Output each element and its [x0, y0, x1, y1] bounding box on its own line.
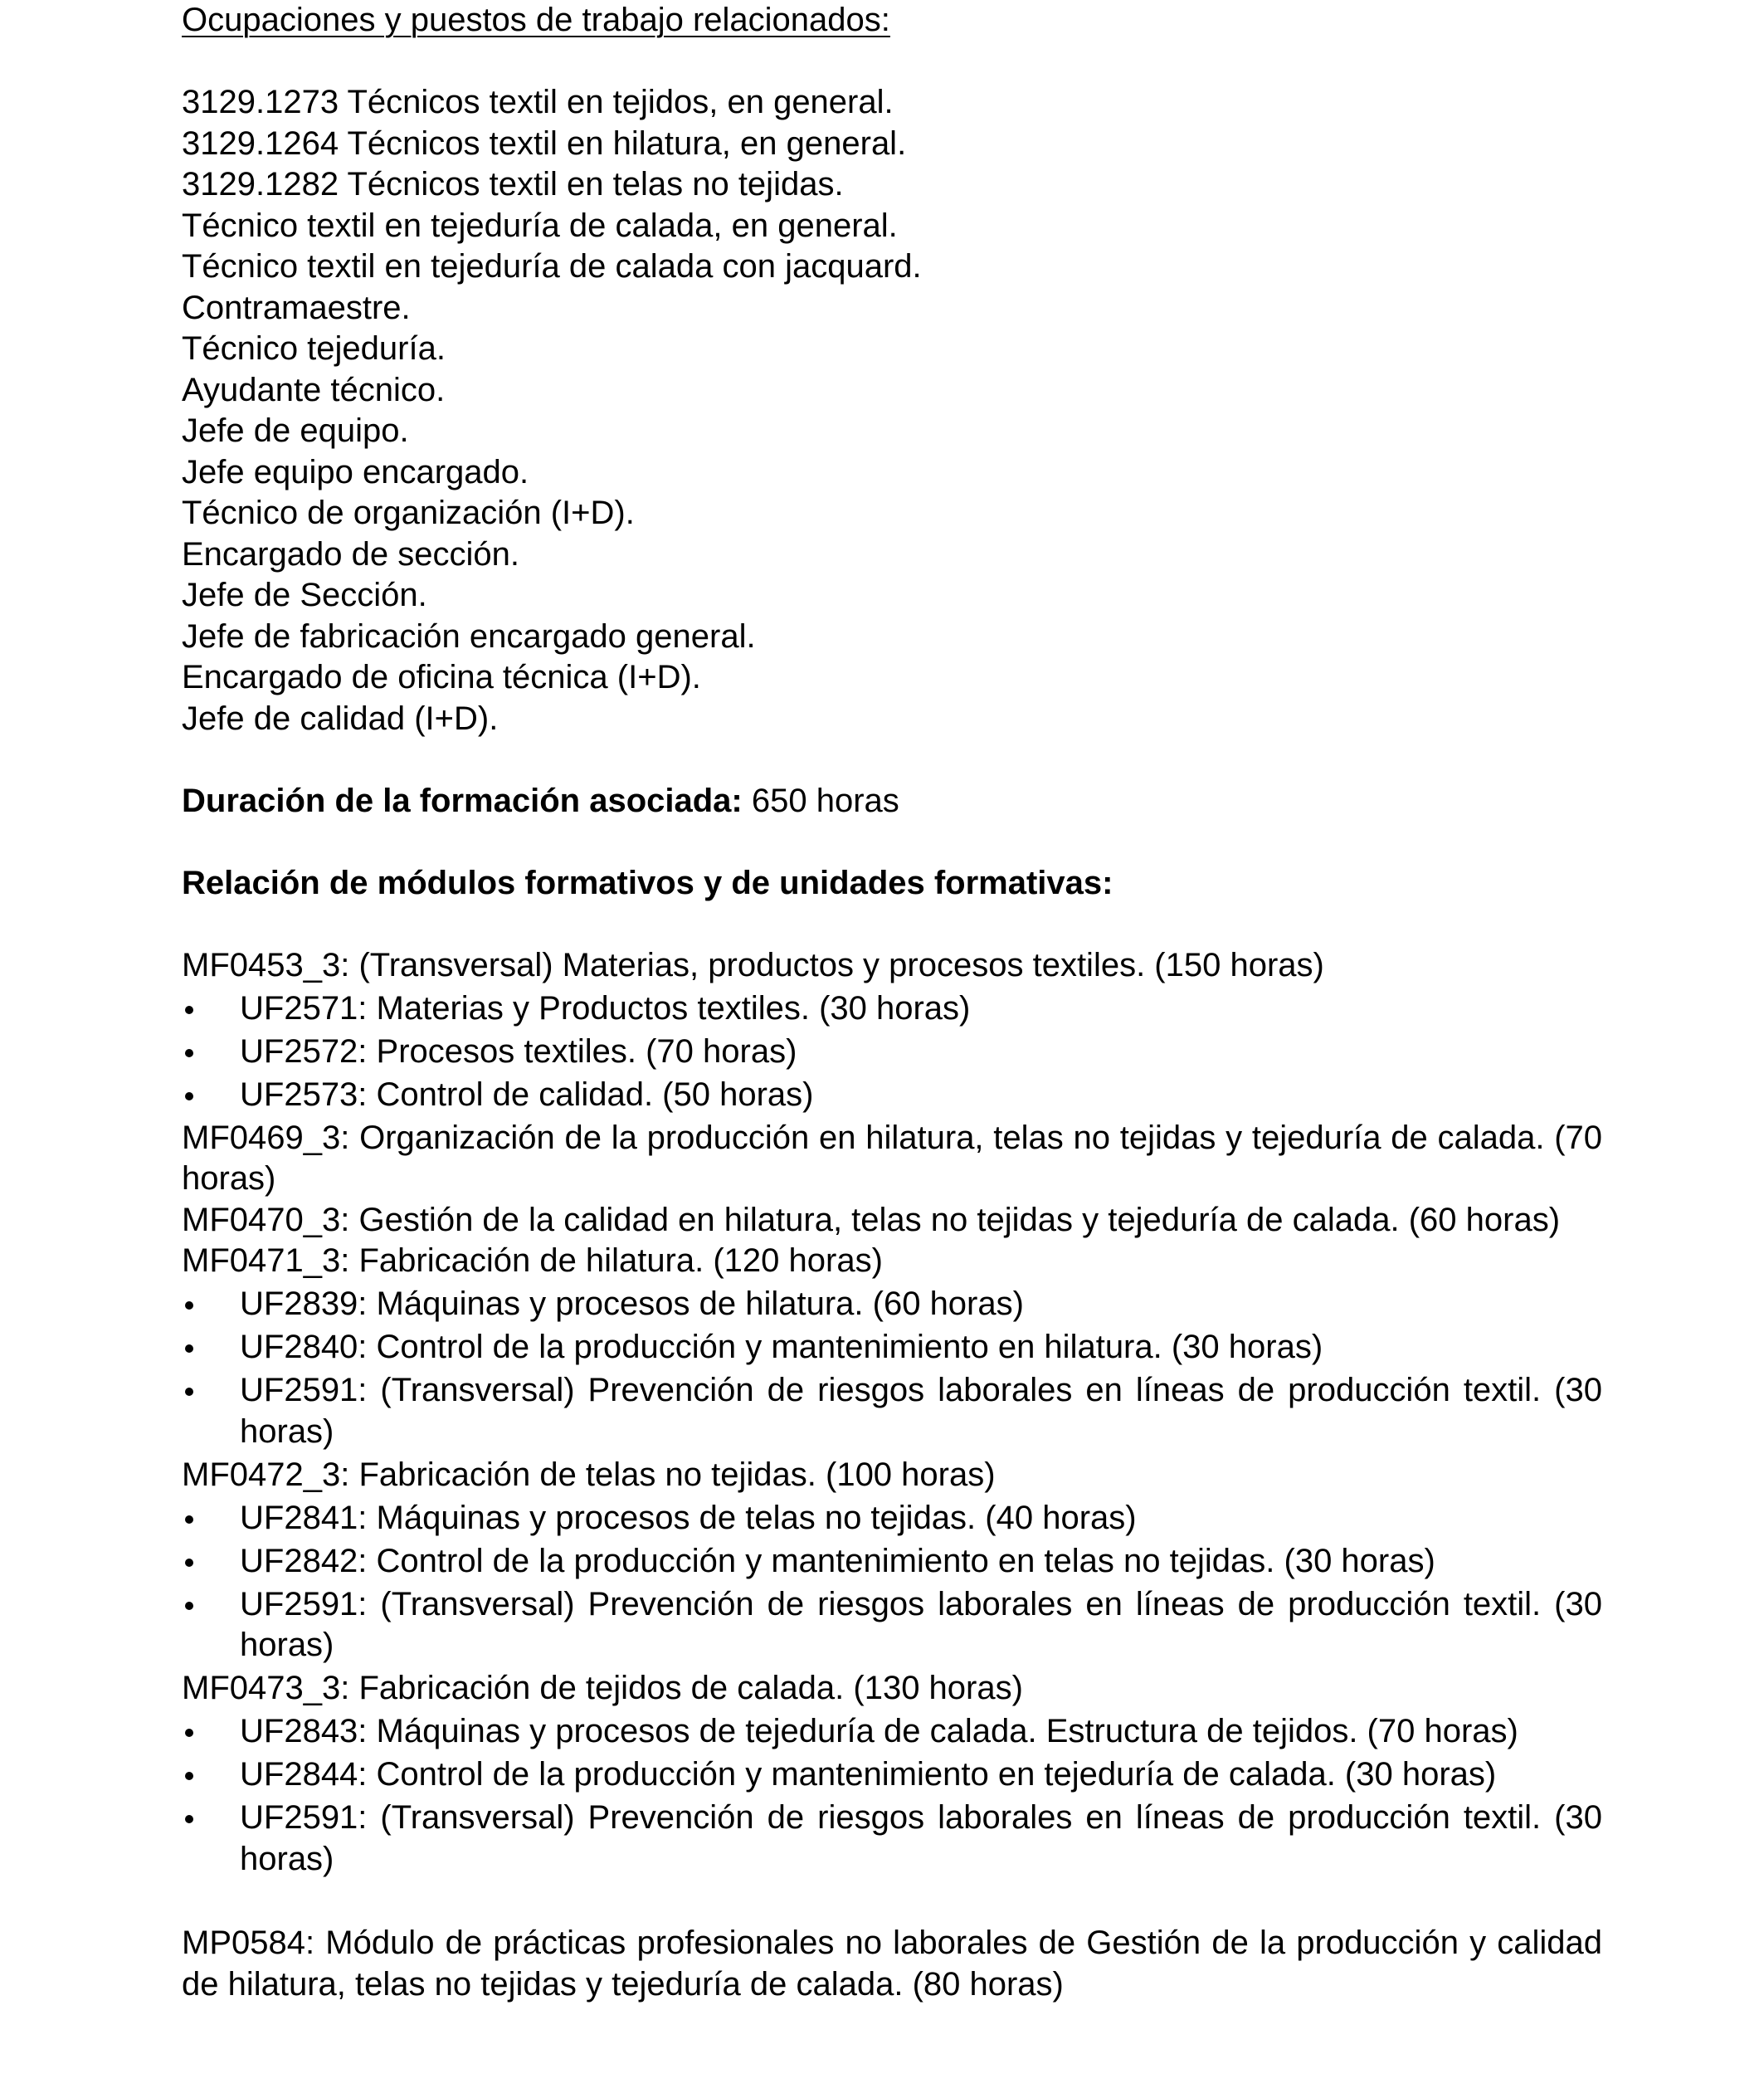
- unit-text: UF2571: Materias y Productos textiles. (30 horas): [240, 989, 971, 1027]
- unit-text: UF2839: Máquinas y procesos de hilatura. (60 horas): [240, 1286, 1024, 1322]
- unit-text: UF2591: (Transversal) Prevención de riesgos laborales en líneas de producción textil. (30 horas): [240, 1799, 1602, 1877]
- bullet-icon: [185, 1559, 193, 1567]
- unit-item: [182, 1798, 1602, 1880]
- bullet-icon: [185, 1515, 193, 1524]
- unit-item: [182, 1584, 1602, 1666]
- occupation-item: Jefe de Sección.: [182, 577, 427, 613]
- modules-heading: Relación de módulos formativos y de unidades formativas:: [182, 864, 1113, 901]
- unit-item: [182, 1498, 1602, 1539]
- unit-text: UF2591: (Transversal) Prevención de riesgos laborales en líneas de producción textil. (30 horas): [240, 1372, 1602, 1450]
- duration-label: Duración de la formación asociada:: [182, 782, 743, 819]
- occupation-item: 3129.1264 Técnicos textil en hilatura, en general.: [182, 124, 907, 162]
- unit-item: [182, 1370, 1602, 1452]
- spacer: [182, 739, 1602, 781]
- bullet-icon: [185, 1006, 193, 1014]
- spacer: [182, 904, 1602, 945]
- duration-value: 650 horas: [742, 782, 899, 819]
- module-title-mf0473: MF0473_3: Fabricación de tejidos de calada. (130 horas): [182, 1670, 1023, 1706]
- module-title-mf0471: MF0471_3: Fabricación de hilatura. (120 horas): [182, 1242, 883, 1279]
- unit-item: [182, 1284, 1602, 1325]
- module-title-mf0472: MF0472_3: Fabricación de telas no tejidas. (100 horas): [182, 1456, 996, 1493]
- module-title-mf0469: MF0469_3: Organización de la producción en hilatura, telas no tejidas y tejeduría de calada. (70 horas): [182, 1119, 1602, 1197]
- bullet-icon: [185, 1729, 193, 1737]
- occupations-list: [182, 82, 1602, 739]
- occupation-item: Técnico tejeduría.: [182, 330, 446, 367]
- spacer: [182, 41, 1602, 83]
- bullet-icon: [185, 1602, 193, 1610]
- unit-text: UF2844: Control de la producción y mantenimiento en tejeduría de calada. (30 horas): [240, 1756, 1497, 1793]
- module-title-mf0470: MF0470_3: Gestión de la calidad en hilatura, telas no tejidas y tejeduría de calada. (60 horas): [182, 1201, 1561, 1238]
- unit-text: UF2573: Control de calidad. (50 horas): [240, 1076, 814, 1113]
- spacer: [182, 1882, 1602, 1924]
- document-page: [182, 0, 1602, 2005]
- occupation-item: Jefe de fabricación encargado general.: [182, 617, 756, 655]
- occupation-item: 3129.1282 Técnicos textil en telas no tejidas.: [182, 166, 844, 202]
- bullet-icon: [185, 1388, 193, 1396]
- occupation-item: Encargado de oficina técnica (I+D).: [182, 659, 701, 695]
- practice-module: MP0584: Módulo de prácticas profesionales no laborales de Gestión de la producción y calidad de hilatura, telas no tejidas y tejeduría de calada. (80 horas): [182, 1925, 1602, 2003]
- unit-text: UF2840: Control de la producción y mantenimiento en hilatura. (30 horas): [240, 1329, 1323, 1365]
- occupation-item: Encargado de sección.: [182, 535, 519, 573]
- occupation-item: Jefe de equipo.: [182, 412, 409, 449]
- occupation-item: Jefe de calidad (I+D).: [182, 700, 499, 737]
- unit-item: [182, 1541, 1602, 1583]
- unit-text: UF2572: Procesos textiles. (70 horas): [240, 1032, 797, 1070]
- unit-text: UF2841: Máquinas y procesos de telas no tejidas. (40 horas): [240, 1499, 1137, 1536]
- unit-text: UF2591: (Transversal) Prevención de riesgos laborales en líneas de producción textil. (30 horas): [240, 1585, 1602, 1663]
- occupation-item: Técnico textil en tejeduría de calada con jacquard.: [182, 248, 922, 285]
- unit-item: [182, 1327, 1602, 1368]
- bullet-icon: [185, 1092, 193, 1100]
- occupation-item: Técnico textil en tejeduría de calada, en general.: [182, 207, 898, 244]
- unit-item: [182, 1711, 1602, 1753]
- occupation-item: 3129.1273 Técnicos textil en tejidos, en general.: [182, 84, 894, 120]
- duration-line: [182, 781, 1602, 822]
- occupation-item: Jefe equipo encargado.: [182, 453, 529, 490]
- occupation-item: Técnico de organización (I+D).: [182, 495, 635, 531]
- unit-text: UF2842: Control de la producción y mantenimiento en telas no tejidas. (30 horas): [240, 1542, 1435, 1579]
- occupation-item: Ayudante técnico.: [182, 371, 446, 408]
- unit-item: [182, 1075, 1602, 1116]
- spacer: [182, 822, 1602, 863]
- bullet-icon: [185, 1772, 193, 1780]
- occupations-heading: Ocupaciones y puestos de trabajo relacionados:: [182, 2, 890, 38]
- module-title-mf0453: MF0453_3: (Transversal) Materias, productos y procesos textiles. (150 horas): [182, 946, 1324, 983]
- bullet-icon: [185, 1815, 193, 1823]
- occupation-item: Contramaestre.: [182, 289, 411, 326]
- unit-item: [182, 988, 1602, 1030]
- unit-item: [182, 1032, 1602, 1073]
- unit-text: UF2843: Máquinas y procesos de tejeduría de calada. Estructura de tejidos. (70 horas): [240, 1713, 1518, 1749]
- bullet-icon: [185, 1049, 193, 1057]
- bullet-icon: [185, 1301, 193, 1310]
- bullet-icon: [185, 1344, 193, 1353]
- unit-item: [182, 1754, 1602, 1796]
